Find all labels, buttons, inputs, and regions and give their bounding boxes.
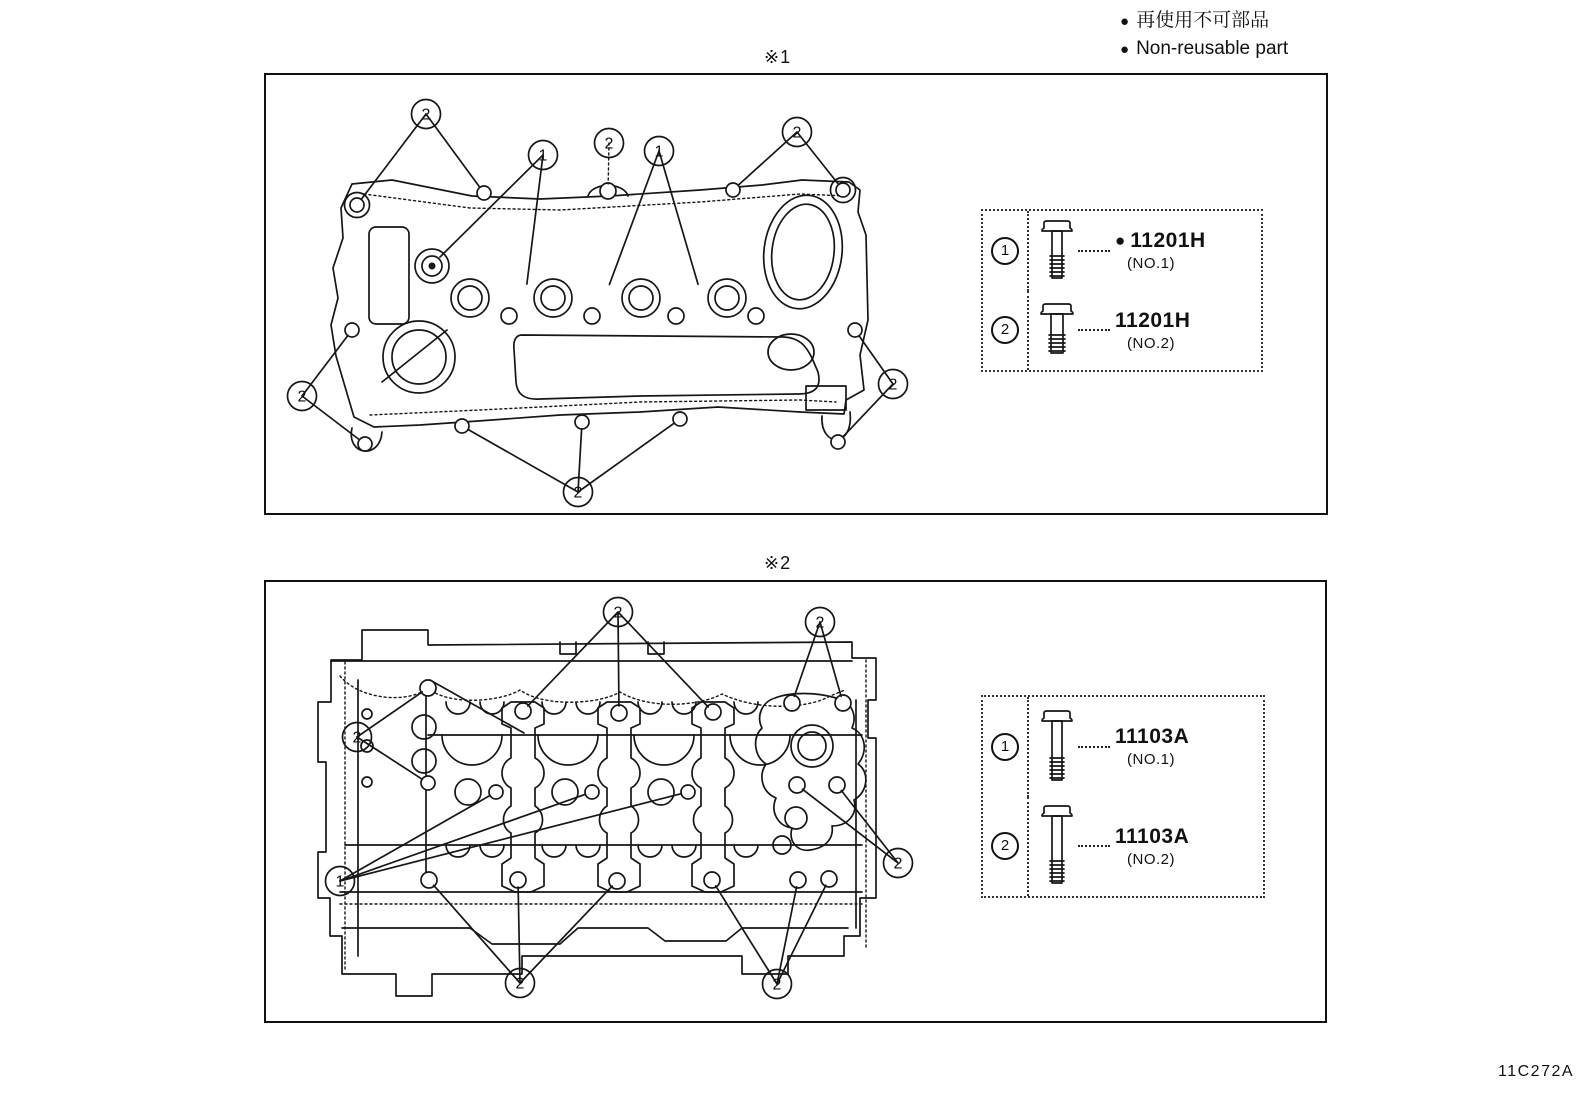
- callout-number: 2: [573, 484, 583, 502]
- callout-number: 2: [297, 388, 307, 406]
- non-reusable-legend: [1120, 7, 1288, 63]
- leader-line: [520, 886, 612, 983]
- figure-ref-1: ※1: [764, 47, 792, 67]
- leader-dash: [1078, 329, 1110, 331]
- cylinder-block-callouts: [326, 598, 913, 999]
- non-reusable-bullet-icon: ●: [1115, 231, 1126, 251]
- leader-line: [578, 429, 582, 492]
- callout-number: 1: [538, 147, 548, 165]
- block-ribs: [502, 702, 734, 892]
- bullet-icon: ●: [1120, 13, 1130, 30]
- bolt-icon: [1039, 805, 1075, 887]
- legend-line-jp: [1120, 7, 1288, 35]
- callout-number: 2: [613, 604, 623, 622]
- part-no-label: (NO.1): [1127, 255, 1175, 273]
- leader-line: [361, 114, 426, 199]
- bolt-icon: [1039, 710, 1075, 784]
- table-cell-part: [1029, 697, 1263, 797]
- leader-dash: [1078, 746, 1110, 748]
- leader-line: [609, 151, 659, 284]
- bullet-icon: ●: [1120, 41, 1130, 58]
- block-right-boss: [756, 694, 866, 855]
- cover-bolt-holes: [345, 178, 863, 452]
- legend-text-jp: 再使用不可部品: [1136, 10, 1270, 31]
- callout-number: 2: [888, 376, 898, 394]
- bolt-icon: [1039, 303, 1075, 357]
- table-cell-index: [983, 211, 1029, 291]
- leader-line: [302, 336, 348, 396]
- leader-line: [434, 885, 520, 983]
- circled-number: 2: [991, 316, 1019, 344]
- circled-number: 1: [991, 733, 1019, 761]
- leader-line: [803, 789, 898, 863]
- callout-number: 2: [604, 135, 614, 153]
- circled-number: 1: [991, 237, 1019, 265]
- legend-line-en: [1120, 35, 1288, 63]
- table-cell-part: [1029, 797, 1263, 897]
- leader-line: [618, 612, 708, 707]
- part-label: [1115, 725, 1189, 768]
- leader-dash: [1078, 845, 1110, 847]
- leader-line: [578, 423, 674, 492]
- drawing-code: 11C272A: [1498, 1063, 1575, 1080]
- part-table-cylinder-block: [981, 695, 1265, 898]
- callout-number: 2: [893, 855, 903, 873]
- callout-number: 2: [421, 106, 431, 124]
- part-table-head-cover: [981, 209, 1263, 372]
- leader-line: [527, 155, 543, 284]
- circled-number: 2: [991, 832, 1019, 860]
- cover-details: [369, 191, 849, 410]
- part-label: [1115, 825, 1189, 868]
- leader-line: [794, 622, 820, 696]
- part-no-label: (NO.1): [1127, 751, 1175, 769]
- part-label: [1115, 309, 1190, 352]
- leader-line: [777, 885, 826, 984]
- table-cell-index: [983, 797, 1029, 897]
- callout-number: 2: [515, 975, 525, 993]
- callout-number: 1: [654, 143, 664, 161]
- table-cell-index: [983, 291, 1029, 371]
- part-number: 11103A: [1115, 824, 1190, 848]
- leader-line: [797, 132, 839, 185]
- part-number: 11103A: [1115, 725, 1190, 749]
- block-left-ladder: [361, 709, 436, 787]
- legend-text-en: Non-reusable part: [1136, 38, 1289, 59]
- leader-line: [716, 886, 777, 984]
- callout-number: 2: [815, 614, 825, 632]
- part-no-label: (NO.2): [1127, 334, 1175, 352]
- callout-number: 1: [335, 873, 345, 891]
- callout-number: 2: [352, 729, 362, 747]
- leader-line: [468, 429, 578, 492]
- leader-line: [528, 612, 618, 706]
- leader-line: [738, 132, 797, 185]
- block-outline: [318, 630, 876, 996]
- table-cell-part: [1029, 211, 1261, 291]
- callout-number: 2: [772, 976, 782, 994]
- figure-ref-2: ※2: [764, 553, 792, 573]
- bolt-icon: [1039, 220, 1075, 282]
- part-no-label: (NO.2): [1127, 850, 1175, 868]
- leader-dash: [1078, 250, 1110, 252]
- leader-line: [843, 384, 893, 437]
- leader-line: [340, 794, 585, 881]
- table-cell-index: [983, 697, 1029, 797]
- leader-line: [659, 151, 698, 284]
- block-bores: [442, 702, 790, 857]
- part-label: [1115, 229, 1206, 272]
- part-number: 11201H: [1130, 229, 1206, 253]
- part-number: 11201H: [1115, 308, 1191, 332]
- head-cover-callouts: [288, 100, 908, 507]
- table-cell-part: [1029, 291, 1261, 371]
- leader-line: [302, 396, 359, 440]
- callout-number: 2: [792, 124, 802, 142]
- leader-line: [340, 795, 490, 881]
